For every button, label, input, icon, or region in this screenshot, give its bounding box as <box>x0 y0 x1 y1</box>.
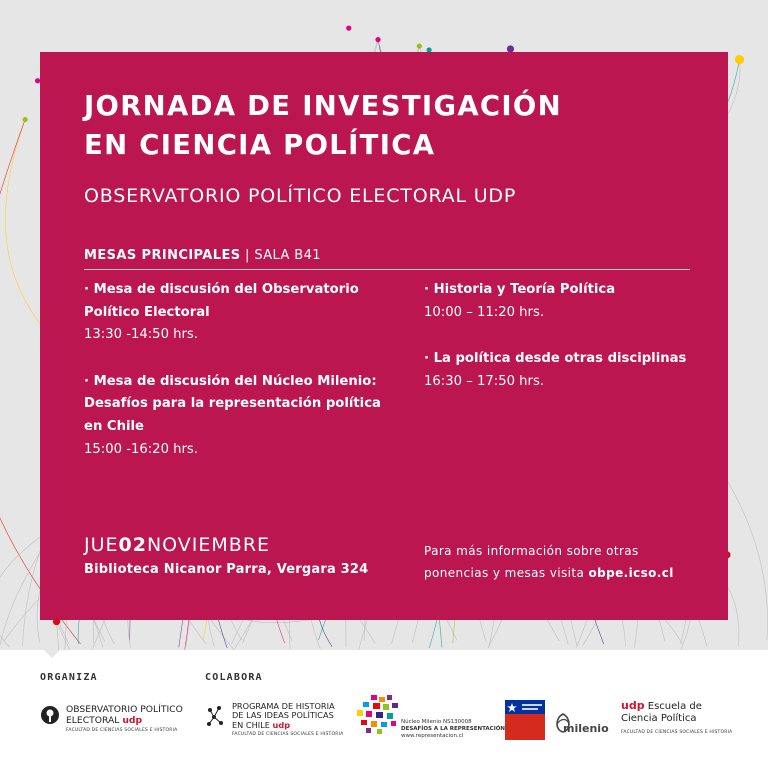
title-line-2: EN CIENCIA POLÍTICA <box>84 129 436 161</box>
session-time: 10:00 – 11:20 hrs. <box>424 304 545 320</box>
government-chile-logo <box>505 700 545 744</box>
session-title: · La política desde otras disciplinas <box>424 351 687 367</box>
decorative-dot <box>417 44 422 49</box>
title-line-1: JORNADA DE INVESTIGACIÓN <box>84 90 562 122</box>
milenio-text: milenio <box>563 722 609 735</box>
ecp-line-1 <box>621 700 732 713</box>
sessions-left-column <box>84 279 424 485</box>
ecp-line-2: Ciencia Política <box>621 713 697 724</box>
opeu-line-2-text: ELECTORAL <box>66 714 123 726</box>
section-title: MESAS PRINCIPALES <box>84 248 241 263</box>
sessions-right-column <box>424 279 690 485</box>
session-time: 16:30 – 17:50 hrs. <box>424 373 545 389</box>
nucleo-mosaic-icon <box>357 695 401 735</box>
info-link[interactable]: obpe.icso.cl <box>588 566 674 580</box>
phip-line-3-text: EN CHILE <box>232 719 273 730</box>
session-item <box>424 279 690 324</box>
session-time: 15:00 -16:20 hrs. <box>84 441 198 457</box>
event-panel <box>40 52 728 620</box>
section-separator: | <box>240 248 255 263</box>
footer-notch <box>44 650 60 658</box>
session-item <box>84 279 424 347</box>
session-title: · Mesa de discusión del Observatorio Político Electoral <box>84 282 359 320</box>
session-title: · Historia y Teoría Política <box>424 282 616 297</box>
phip-line-3 <box>232 721 343 730</box>
phip-udp: udp <box>272 719 291 730</box>
opeu-udp: udp <box>122 714 143 726</box>
nucleo-line-1: Núcleo Milenio NS130008 <box>401 719 472 725</box>
opeu-faculty: FACULTAD DE CIENCIAS SOCIALES E HISTORIA <box>66 728 178 733</box>
decorative-dot <box>375 37 380 42</box>
session-item <box>424 348 690 393</box>
session-item <box>84 371 424 461</box>
event-title <box>84 90 690 162</box>
event-date <box>84 534 270 556</box>
nucleo-line-3: www.representacion.cl <box>401 733 464 739</box>
decorative-dot <box>23 117 28 122</box>
date-month: NOVIEMBRE <box>146 534 271 556</box>
panel-content <box>84 90 690 485</box>
session-time: 13:30 -14:50 hrs. <box>84 327 198 343</box>
ecp-udp: udp <box>621 699 645 712</box>
organiza-label: ORGANIZA <box>40 672 98 683</box>
info-line-2 <box>424 562 704 584</box>
nucleo-line-2: DESAFÍOS A LA REPRESENTACIÓN <box>401 726 506 732</box>
decorative-dot <box>735 55 744 64</box>
info-line-1: Para más información sobre otras <box>424 544 639 558</box>
phip-faculty: FACULTAD DE CIENCIAS SOCIALES E HISTORIA <box>232 732 344 738</box>
escuela-ciencia-politica-logo <box>621 700 732 739</box>
event-address: Biblioteca Nicanor Parra, Vergara 324 <box>84 562 369 577</box>
date-number: 02 <box>118 534 147 556</box>
opeu-line-2 <box>66 716 183 727</box>
decorative-dot <box>346 26 351 31</box>
phip-line-1: PROGRAMA DE HISTORIA <box>232 701 335 711</box>
ecp-line-1-text: Escuela de <box>644 701 702 712</box>
opeu-line-1: OBSERVATORIO POLÍTICO <box>66 704 183 715</box>
phip-line-2: DE LAS IDEAS POLÍTICAS <box>232 710 334 721</box>
date-day: JUE <box>84 534 119 556</box>
section-header <box>84 248 690 270</box>
phip-emblem-icon <box>205 704 225 730</box>
colabora-label: COLABORA <box>205 672 263 683</box>
section-room: SALA B41 <box>254 248 321 263</box>
session-title: · Mesa de discusión del Núcleo Milenio: Desafíos para la representación política en Chile <box>84 373 381 434</box>
chile-flag-icon <box>505 700 545 740</box>
sessions-grid <box>84 279 690 485</box>
info-text: ponencias y mesas visita <box>424 566 589 580</box>
event-subtitle: OBSERVATORIO POLÍTICO ELECTORAL UDP <box>84 185 517 207</box>
opeu-emblem-icon <box>40 705 60 725</box>
ecp-faculty: FACULTAD DE CIENCIAS SOCIALES E HISTORIA <box>621 730 733 735</box>
more-info <box>424 540 704 584</box>
footer <box>0 650 768 768</box>
